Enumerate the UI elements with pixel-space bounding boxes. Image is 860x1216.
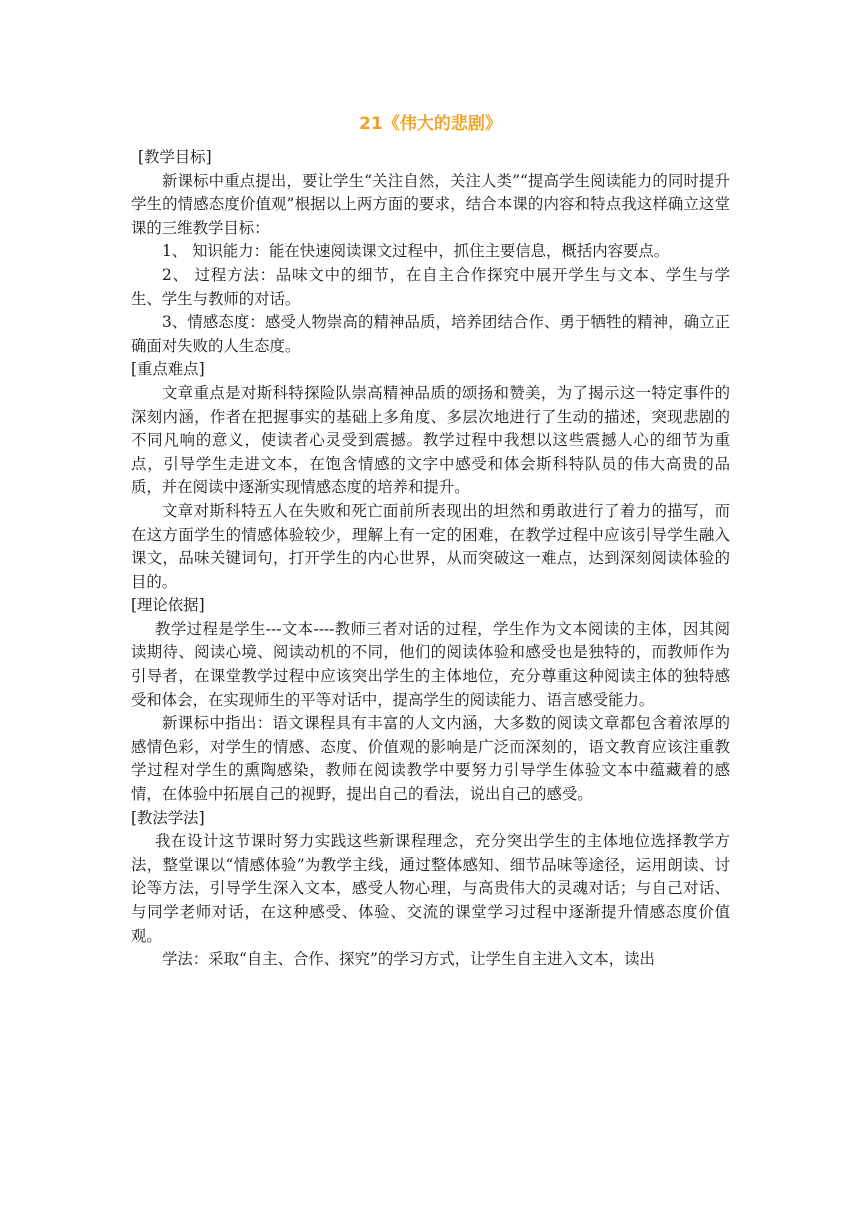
goal-item-emotion: 3、情感态度：感受人物崇高的精神品质，培养团结合作、勇于牺牲的精神，确立正确面对失败的人生态度。	[131, 313, 730, 355]
keypoints-paragraph-2: 文章对斯科特五人在失败和死亡面前所表现出的坦然和勇敢进行了着力的描写，而在这方面学生的情感体验较少，理解上有一定的困难，在教学过程中应该引导学生融入课文，品味关键词句，打开学生的内心世界，从而突破这一难点，达到深刻阅读体验的目的。	[131, 501, 730, 591]
section-heading-theory: [理论依据]	[131, 596, 205, 615]
section-heading-keypoints: [重点难点]	[131, 360, 205, 379]
section-heading-methods: [教法学法]	[131, 808, 205, 827]
goal-item-process: 2、 过程方法：品味文中的细节，在自主合作探究中展开学生与文本、学生与学生、学生与教师的对话。	[131, 265, 730, 308]
keypoints-paragraph-1: 文章重点是对斯科特探险队崇高精神品质的颂扬和赞美，为了揭示这一特定事件的深刻内涵，作者在把握事实的基础上多角度、多层次地进行了生动的描述，突现悲剧的不同凡响的意义，使读者心灵受到震撼。教学过程中我想以这些震撼人心的细节为重点，引导学生走进文本，在饱含情感的文字中感受和体会斯科特队员的伟大高贵的品质，并在阅读中逐渐实现情感态度的培养和提升。	[131, 383, 730, 497]
goals-intro-paragraph: 新课标中重点提出，要让学生“关注自然，关注人类”“提高学生阅读能力的同时提升学生的情感态度价值观”根据以上两方面的要求，结合本课的内容和特点我这样确立这堂课的三维教学目标：	[131, 171, 730, 237]
theory-paragraph-1: 教学过程是学生---文本----教师三者对话的过程，学生作为文本阅读的主体，因其阅读期待、阅读心境、阅读动机的不同，他们的阅读体验和感受也是独特的，而教师作为引导者，在课堂教学过程中应该突出学生的主体地位，充分尊重这种阅读主体的独特感受和体会，在实现师生的平等对话中，提高学生的阅读能力、语言感受能力。	[131, 619, 730, 709]
section-heading-goals: [教学目标]	[138, 148, 212, 166]
methods-paragraph-1: 我在设计这节课时努力实践这些新课程理念，充分突出学生的主体地位选择教学方法，整堂课以“情感体验”为教学主线，通过整体感知、细节品味等途径，运用朗读、讨论等方法，引导学生深入文本，感受人物心理，与高贵伟大的灵魂对话；与自己对话、与同学老师对话，在这种感受、体验、交流的课堂学习过程中逐渐提升情感态度价值观。	[131, 832, 730, 945]
document-page	[131, 112, 730, 972]
document-title: 21《伟大的悲剧》	[359, 114, 502, 134]
goal-item-knowledge: 1、 知识能力：能在快速阅读课文过程中，抓住主要信息，概括内容要点。	[162, 242, 670, 261]
methods-paragraph-2: 学法：采取“自主、合作、探究”的学习方式，让学生自主进入文本，读出	[162, 950, 655, 969]
theory-paragraph-2: 新课标中指出：语文课程具有丰富的人文内涵，大多数的阅读文章都包含着浓厚的感情色彩，对学生的情感、态度、价值观的影响是广泛而深刻的，语文教育应该注重教学过程对学生的熏陶感染，教师在阅读教学中要努力引导学生体验文本中蕴藏着的感情，在体验中拓展自己的视野，提出自己的看法，说出自己的感受。	[131, 714, 730, 804]
